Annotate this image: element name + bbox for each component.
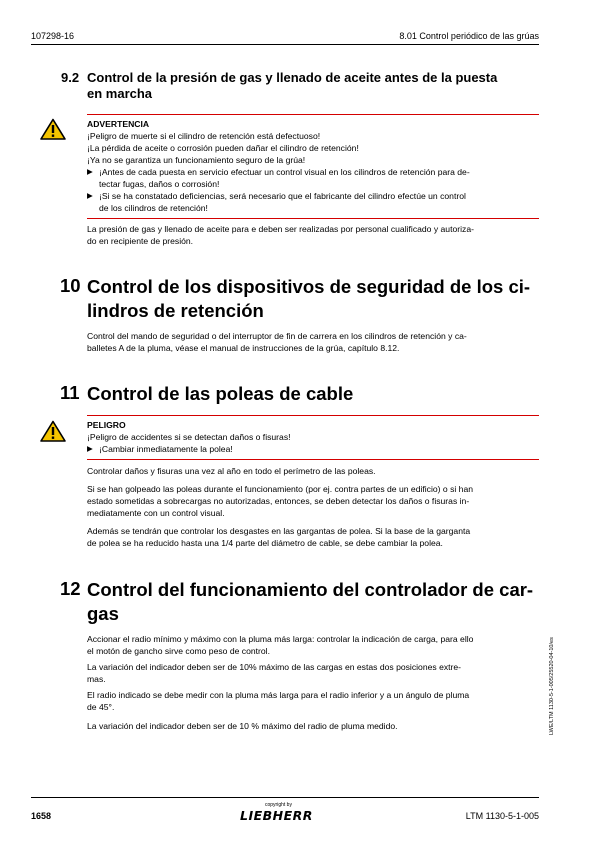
paragraph: Accionar el radio mínimo y máximo con la pluma más larga: controlar la indicación de carga, para ello el motón de gancho sirve como peso de control. [87,634,474,656]
paragraph: La presión de gas y llenado de aceite para e deben ser realizadas por personal cualificado y autoriza- do en recipiente de presión. [87,224,474,246]
paragraph: Si se han golpeado las poleas durante el funcionamiento (por ej. contra partes de un edificio) o si han estado sometidas a sobrecargas no autorizadas, entonces, se deben detectar los daños o fisuras in- mediatamente con un control visual. [87,484,474,518]
section-number: 11 [60,382,80,403]
warning-line: ¡La pérdida de aceite o corrosión pueden dañar el cilindro de retención! [87,143,359,153]
chapter-title: 8.01 Control periódico de las grúas [399,31,539,41]
paragraph: La variación del indicador deben ser de 10% máximo de las cargas en estas dos posiciones extre- mas. [87,662,462,684]
section-number: 10 [60,275,81,296]
section-heading: Control de la presión de gas y llenado de aceite antes de la puesta en marcha [87,70,498,101]
section-heading: Control de los dispositivos de seguridad de los ci- lindros de retención [87,276,531,321]
warning-bullet: ▶ ¡Si se ha constatado deficiencias, será necesario que el fabricante del cilindro efectúe un control de los cilindros de retención! [87,191,466,213]
paragraph: Control del mando de seguridad o del interruptor de fin de carrera en los cilindros de retención y ca- balletes A de la pluma, véase el manual de instrucciones de la grúa, capítulo 8.12. [87,331,467,353]
warning-line: ¡Peligro de muerte si el cilindro de retención está defectuoso! [87,131,321,141]
section-heading: Control de las poleas de cable [87,383,354,404]
danger-box [87,419,542,455]
warning-bottom-rule [87,218,539,219]
header-rule [31,44,539,45]
paragraph: La variación del indicador deben ser de 10 % máximo del radio de pluma medido. [87,721,398,731]
document-number: 107298-16 [31,31,75,41]
bullet-arrow-icon: ▶ [87,167,93,176]
section-number: 12 [60,578,81,599]
danger-bottom-rule [87,459,539,460]
warning-box [87,118,542,214]
warning-bullet: ▶ ¡Antes de cada puesta en servicio efectuar un control visual en los cilindros de retención para de- tectar fugas, daños o corrosión! [87,167,470,189]
section-heading: Control del funcionamiento del controlador de car- gas [87,579,534,624]
danger-signal-word: PELIGRO [87,420,126,430]
danger-line: ¡Peligro de accidentes si se detectan daños o fisuras! [87,432,291,442]
warning-triangle-icon [40,118,66,140]
section-number: 9.2 [61,70,80,85]
paragraph: Controlar daños y fisuras una vez al año en todo el perímetro de las poleas. [87,466,376,476]
model-number: LTM 1130-5-1-005 [465,811,539,821]
warning-line: ¡Ya no se garantiza un funcionamiento seguro de la grúa! [87,155,306,165]
danger-top-rule [87,415,539,416]
copyright-text: copyright by [265,802,292,808]
warning-signal-word: ADVERTENCIA [87,119,150,129]
bullet-arrow-icon: ▶ [87,444,93,453]
bullet-arrow-icon: ▶ [87,191,93,200]
warning-top-rule [87,114,539,115]
paragraph: El radio indicado se debe medir con la pluma más larga para el radio inferior y a un ángulo de pluma de 45°. [87,690,470,712]
paragraph: Además se tendrán que controlar los desgastes en las gargantas de polea. Si la base de la garganta de polea se ha reducido hasta una 1/4 parte del diámetro de cable, se debe cambiar la polea. [87,526,471,548]
page-number: 1658 [31,811,52,821]
footer-rule [31,797,539,798]
side-document-code: LWE/LTM 1130-5-1-005/25520-04-10/es [549,637,555,735]
warning-triangle-icon [40,420,66,442]
danger-bullet: ▶ ¡Cambiar inmediatamente la polea! [87,444,233,454]
liebherr-logo: LIEBHERR [240,808,313,823]
